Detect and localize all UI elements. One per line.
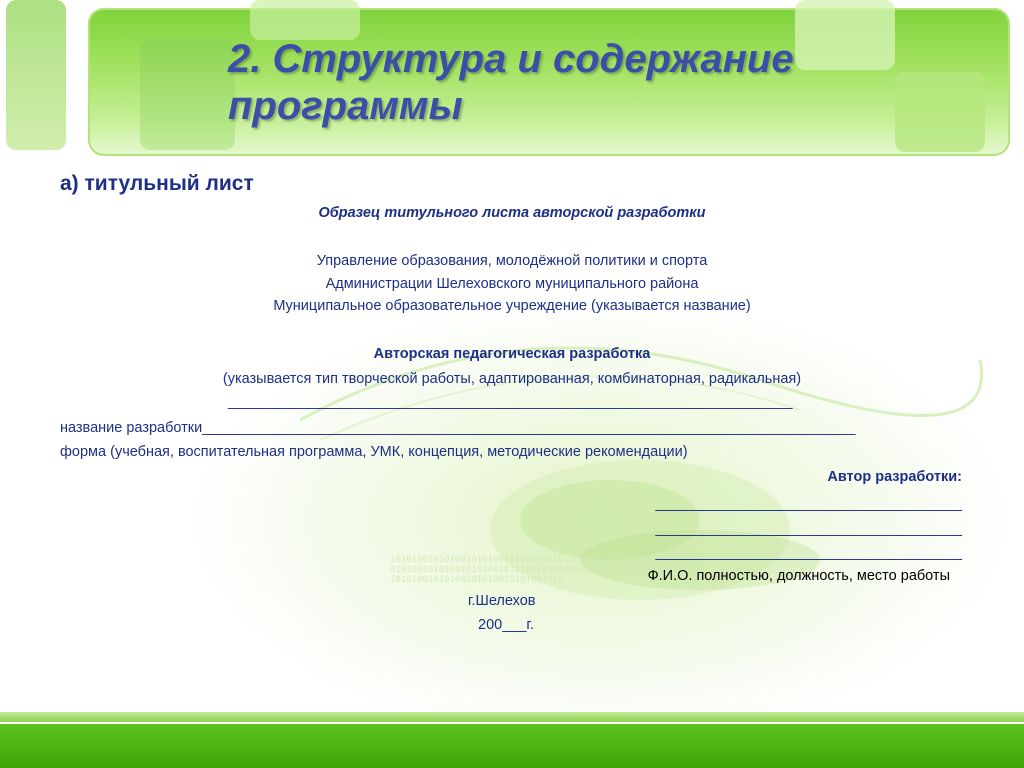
author-caption: Ф.И.О. полностью, должность, место работы [647,568,950,584]
sample-caption: Образец титульного листа авторской разработки [318,205,706,221]
author-line-2: ______________________________________ [655,521,962,537]
author-label: Автор разработки: [827,469,962,485]
underline-blank: ______________________________________________________________________ [228,394,793,410]
org-line-2: Администрации Шелеховского муниципального района [325,276,699,292]
year: 200___г. [478,617,534,633]
author-line-1: ______________________________________ [655,496,962,512]
author-line-3: ______________________________________ [655,545,962,561]
title-line-1: 2. Структура и содержание [228,37,794,81]
bottom-band-light [0,712,1024,722]
subheading: а) титульный лист [60,172,254,195]
slide-title [228,36,928,130]
org-line-1: Управление образования, молодёжной политики и спорта [316,253,708,269]
work-type: (указывается тип творческой работы, адаптированная, комбинаторная, радикальная) [222,371,802,387]
title-line-2: программы [228,84,463,128]
work-heading: Авторская педагогическая разработка [373,346,651,362]
org-line-3: Муниципальное образовательное учреждение (указывается название) [273,298,751,314]
name-line: название разработки_________________________________________________________________________________ [60,420,856,436]
city: г.Шелехов [468,593,536,609]
bottom-band [0,724,1024,768]
form-line: форма (учебная, воспитательная программа, УМК, концепция, методические рекомендации) [60,444,688,460]
binary-texture: 1010100101010010101001010100101010010101001010101001010100101010 0101001010100101010010101001010101001010100101010010101001 10101001010100101010010101001010 [390,555,737,585]
